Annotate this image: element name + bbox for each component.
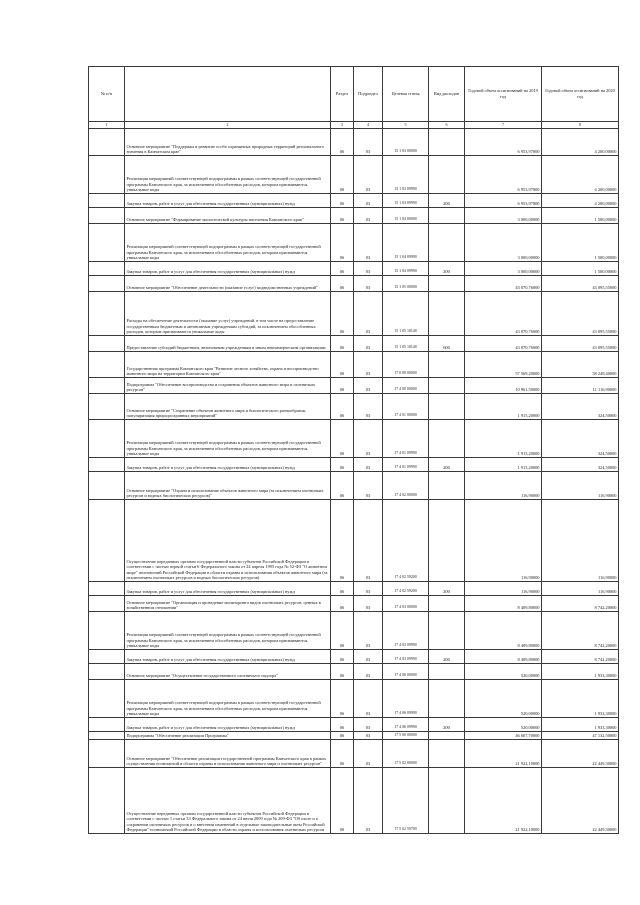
row-kind-cell (429, 768, 465, 834)
row-v1-cell: 21 922,10000 (465, 740, 542, 768)
row-name-cell: Закупка товаров, работ и услуг для обеспечения государственных (муниципальных) нужд (125, 458, 331, 472)
table-row (89, 650, 619, 664)
row-section-cell: 06 (331, 458, 354, 472)
table-row (89, 336, 619, 352)
row-article-cell: 17 4 06 09990 (383, 718, 429, 732)
row-kind-cell (429, 664, 465, 680)
row-num-cell (89, 596, 125, 612)
row-section-cell: 06 (331, 208, 354, 224)
row-article-cell: 15 1 03 09990 (383, 194, 429, 208)
row-subsection-cell: 03 (354, 194, 383, 208)
row-kind-cell (429, 680, 465, 718)
row-section-cell: 06 (331, 680, 354, 718)
row-v2-cell: 324,50000 (542, 394, 619, 420)
row-subsection-cell: 03 (354, 378, 383, 394)
column-number: 7 (465, 122, 542, 129)
row-article-cell: 17 4 01 00000 (383, 394, 429, 420)
row-v1-cell: 3 000,00000 (465, 262, 542, 276)
row-v2-cell: 58 249,40000 (542, 352, 619, 378)
row-num-cell (89, 664, 125, 680)
row-kind-cell (429, 292, 465, 336)
row-v1-cell: 57 569,20000 (465, 352, 542, 378)
row-subsection-cell: 03 (354, 336, 383, 352)
row-v1-cell: 8 409,80000 (465, 650, 542, 664)
row-v1-cell: 43 070,76000 (465, 292, 542, 336)
row-subsection-cell: 03 (354, 420, 383, 458)
table-row (89, 262, 619, 276)
row-article-cell: 17 4 02 00000 (383, 472, 429, 500)
row-subsection-cell: 03 (354, 224, 383, 262)
row-num-cell (89, 208, 125, 224)
row-v2-cell: 8 742,20000 (542, 596, 619, 612)
row-article-cell: 17 4 01 09990 (383, 420, 429, 458)
row-kind-cell: 200 (429, 718, 465, 732)
row-section-cell: 06 (331, 394, 354, 420)
row-name-cell: Расходы на обеспечение деятельности (оказание услуг) учреждений, в том числе на предоставление государственным бюджетным и автономным учреждениям субсидий, за исключением обособленных расходов, которым присваиваются уникальные коды (125, 292, 331, 336)
row-name-cell: Подпрограмма "Обеспечение воспроизводства и сохранения объектов животного мира и охотничьих ресурсов" (125, 378, 331, 394)
row-v1-cell: 520,00000 (465, 718, 542, 732)
row-num-cell (89, 336, 125, 352)
row-num-cell (89, 500, 125, 582)
row-subsection-cell: 03 (354, 472, 383, 500)
row-v2-cell: 22 449,30000 (542, 740, 619, 768)
column-number: 2 (125, 122, 331, 129)
row-v1-cell: 3 000,00000 (465, 208, 542, 224)
table-row (89, 292, 619, 336)
table-row (89, 156, 619, 194)
row-v1-cell: 43 070,76000 (465, 276, 542, 292)
column-number: 6 (429, 122, 465, 129)
row-subsection-cell: 03 (354, 612, 383, 650)
row-kind-cell (429, 500, 465, 582)
table-row (89, 352, 619, 378)
row-v1-cell: 1 915,20000 (465, 394, 542, 420)
row-kind-cell (429, 224, 465, 262)
row-section-cell: 06 (331, 500, 354, 582)
table-row (89, 276, 619, 292)
row-subsection-cell: 03 (354, 732, 383, 740)
row-kind-cell (429, 129, 465, 156)
table-header (89, 67, 619, 129)
column-number: 1 (89, 122, 125, 129)
row-section-cell: 06 (331, 224, 354, 262)
row-v2-cell: 116,90000 (542, 472, 619, 500)
table-row (89, 664, 619, 680)
row-v2-cell: 4 200,00000 (542, 194, 619, 208)
table-row (89, 420, 619, 458)
row-kind-cell: 200 (429, 262, 465, 276)
row-num-cell (89, 718, 125, 732)
row-name-cell: Закупка товаров, работ и услуг для обеспечения государственных (муниципальных) нужд (125, 650, 331, 664)
row-v1-cell: 3 000,00000 (465, 224, 542, 262)
row-v1-cell: 6 953,97800 (465, 129, 542, 156)
row-article-cell: 17 4 06 00000 (383, 664, 429, 680)
row-name-cell: Подпрограмма "Обеспечение реализации Программы" (125, 732, 331, 740)
row-kind-cell (429, 420, 465, 458)
table-row (89, 768, 619, 834)
row-name-cell: Основное мероприятие "Формирование экологической культуры населения Камчатского края" (125, 208, 331, 224)
header-name (125, 67, 331, 122)
row-num-cell (89, 262, 125, 276)
row-subsection-cell: 03 (354, 664, 383, 680)
table-row (89, 740, 619, 768)
row-kind-cell (429, 596, 465, 612)
row-section-cell: 06 (331, 420, 354, 458)
table-row (89, 582, 619, 596)
row-num-cell (89, 612, 125, 650)
row-kind-cell (429, 394, 465, 420)
row-v1-cell: 8 409,80000 (465, 596, 542, 612)
row-v2-cell: 43 095,55000 (542, 276, 619, 292)
row-num-cell (89, 292, 125, 336)
row-v1-cell: 520,00000 (465, 664, 542, 680)
row-section-cell: 06 (331, 472, 354, 500)
row-article-cell: 17 4 01 09990 (383, 458, 429, 472)
row-subsection-cell: 03 (354, 276, 383, 292)
row-name-cell: Основное мероприятие "Обеспечение реализации государственной программы Камчатского края в рамках осуществления полномочий в области охраны и использования животного мира и охотничьих ресурсов" (125, 740, 331, 768)
row-subsection-cell: 03 (354, 352, 383, 378)
table-row (89, 224, 619, 262)
row-v2-cell: 1 933,30000 (542, 664, 619, 680)
row-kind-cell (429, 208, 465, 224)
row-subsection-cell: 03 (354, 262, 383, 276)
row-subsection-cell: 03 (354, 500, 383, 582)
row-article-cell: 17 4 03 09990 (383, 612, 429, 650)
row-kind-cell (429, 472, 465, 500)
row-section-cell: 06 (331, 262, 354, 276)
row-name-cell: Основное мероприятие "Осуществление государственного охотничьего надзора" (125, 664, 331, 680)
table-row (89, 472, 619, 500)
table-row (89, 500, 619, 582)
row-name-cell: Закупка товаров, работ и услуг для обеспечения государственных (муниципальных) нужд (125, 194, 331, 208)
row-section-cell: 06 (331, 194, 354, 208)
row-num-cell (89, 156, 125, 194)
row-v2-cell: 4 200,00000 (542, 156, 619, 194)
table-row (89, 378, 619, 394)
row-num-cell (89, 352, 125, 378)
row-kind-cell (429, 156, 465, 194)
row-subsection-cell: 03 (354, 292, 383, 336)
row-v1-cell: 43 070,76000 (465, 336, 542, 352)
row-section-cell: 06 (331, 378, 354, 394)
row-name-cell: Предоставление субсидий бюджетным, автономным учреждениям и иным некоммерческим организациям (125, 336, 331, 352)
row-kind-cell: 200 (429, 582, 465, 596)
row-article-cell: 15 1 05 10140 (383, 292, 429, 336)
row-v1-cell: 116,90000 (465, 582, 542, 596)
header-v1: Годовой объем ассигнований на 2019 год (465, 67, 542, 122)
row-name-cell: Основное мероприятие "Сохранение объектов животного мира и биологического разнообразия, популяризация природоохранных мероприятий" (125, 394, 331, 420)
row-subsection-cell: 03 (354, 208, 383, 224)
row-name-cell: Закупка товаров, работ и услуг для обеспечения государственных (муниципальных) нужд (125, 582, 331, 596)
row-name-cell: Основное мероприятие "Охрана и использование объектов животного мира (за исключением охотничьих ресурсов и водных биологических ресурсов)" (125, 472, 331, 500)
row-article-cell: 17 4 03 09990 (383, 650, 429, 664)
row-num-cell (89, 472, 125, 500)
row-section-cell: 06 (331, 582, 354, 596)
row-kind-cell (429, 612, 465, 650)
row-section-cell: 06 (331, 292, 354, 336)
column-number: 4 (354, 122, 383, 129)
row-article-cell: 15 1 03 09990 (383, 156, 429, 194)
header-v2: Годовой объем ассигнований на 2020 год (542, 67, 619, 122)
row-section-cell: 06 (331, 596, 354, 612)
row-section-cell: 06 (331, 718, 354, 732)
row-article-cell: 17 5 02 59700 (383, 768, 429, 834)
row-name-cell: Реализация мероприятий соответствующей подпрограммы в рамках соответствующей государственной программы Камчатского края, за исключением обособленных расходов, которым присваиваются уникальные коды (125, 224, 331, 262)
row-section-cell: 06 (331, 768, 354, 834)
row-article-cell: 15 1 04 09990 (383, 262, 429, 276)
table-row (89, 732, 619, 740)
row-subsection-cell: 03 (354, 596, 383, 612)
row-article-cell: 17 5 00 00000 (383, 732, 429, 740)
row-num-cell (89, 768, 125, 834)
row-num-cell (89, 420, 125, 458)
row-section-cell: 06 (331, 612, 354, 650)
row-subsection-cell: 03 (354, 129, 383, 156)
header-article: Целевая статья (383, 67, 429, 122)
row-v2-cell: 1 500,00000 (542, 224, 619, 262)
row-name-cell: Основное мероприятие "Организация и проведение мониторинга видов охотничьих ресурсов, ценных в хозяйственном отношении" (125, 596, 331, 612)
row-name-cell: Основное мероприятие "Обеспечение деятельности (оказание услуг) подведомственных учреждений" (125, 276, 331, 292)
row-subsection-cell: 03 (354, 156, 383, 194)
row-article-cell: 15 1 04 00000 (383, 208, 429, 224)
row-section-cell: 06 (331, 156, 354, 194)
row-section-cell: 06 (331, 129, 354, 156)
row-name-cell: Реализация мероприятий соответствующей подпрограммы в рамках соответствующей государственной программы Камчатского края, за исключением обособленных расходов, которым присваиваются уникальные коды (125, 612, 331, 650)
table-row (89, 208, 619, 224)
row-v2-cell: 116,90000 (542, 500, 619, 582)
row-name-cell: Реализация мероприятий соответствующей подпрограммы в рамках соответствующей государственной программы Камчатского края, за исключением обособленных расходов, которым присваиваются уникальные коды (125, 680, 331, 718)
row-v2-cell: 4 200,00000 (542, 129, 619, 156)
table-row (89, 612, 619, 650)
row-v1-cell: 116,90000 (465, 500, 542, 582)
row-v1-cell: 1 915,20000 (465, 458, 542, 472)
header-subsection: Подраздел (354, 67, 383, 122)
row-num-cell (89, 378, 125, 394)
row-kind-cell (429, 732, 465, 740)
row-section-cell: 06 (331, 650, 354, 664)
row-section-cell: 06 (331, 352, 354, 378)
row-num-cell (89, 276, 125, 292)
row-v2-cell: 324,50000 (542, 420, 619, 458)
budget-table (88, 66, 619, 834)
row-num-cell (89, 650, 125, 664)
row-name-cell: Осуществление переданных органам государственной власти субъектов Российской Федерации в соответствии с частью 1 статьи 33 Федерального закона от 24 июля 2009 года № 209-ФЗ "Об охоте и о сохранении охотничьих ресурсов и о внесении изменений в отдельные законодательные акты Российской Федерации" полномочий Российской Федерации в области охраны и использования охотничьих ресурсов (125, 768, 331, 834)
row-kind-cell (429, 740, 465, 768)
row-article-cell: 17 0 00 00000 (383, 352, 429, 378)
row-name-cell: Основное мероприятие "Поддержка и развитие особо охраняемых природных территорий регионального значения в Камчатском крае" (125, 129, 331, 156)
budget-table-sheet (88, 66, 618, 834)
row-article-cell: 15 1 03 00000 (383, 129, 429, 156)
row-subsection-cell: 03 (354, 740, 383, 768)
header-num: № п/п (89, 67, 125, 122)
row-v2-cell: 116,90000 (542, 582, 619, 596)
row-v2-cell: 11 116,90000 (542, 378, 619, 394)
row-article-cell: 17 4 02 59200 (383, 582, 429, 596)
row-num-cell (89, 680, 125, 718)
row-section-cell: 06 (331, 276, 354, 292)
row-subsection-cell: 03 (354, 680, 383, 718)
row-subsection-cell: 03 (354, 582, 383, 596)
row-name-cell: Закупка товаров, работ и услуг для обеспечения государственных (муниципальных) нужд (125, 718, 331, 732)
row-section-cell: 06 (331, 732, 354, 740)
table-row (89, 680, 619, 718)
column-number: 3 (331, 122, 354, 129)
row-kind-cell: 600 (429, 336, 465, 352)
row-num-cell (89, 732, 125, 740)
table-row (89, 596, 619, 612)
row-name-cell: Осуществление переданных органам государственной власти субъектов Российской Федерации в соответствии с частью первой статьи 6 Федерального закона от 24 апреля 1995 года № 52-ФЗ "О животном мире" полномочий Российской Федерации в области охраны и использования объектов животного мира (за исключением охотничьих ресурсов и водных биологических ресурсов) (125, 500, 331, 582)
row-article-cell: 15 1 05 00000 (383, 276, 429, 292)
row-num-cell (89, 394, 125, 420)
row-article-cell: 17 4 03 00000 (383, 596, 429, 612)
row-v2-cell: 1 500,00000 (542, 208, 619, 224)
row-article-cell: 17 4 06 09990 (383, 680, 429, 718)
row-article-cell: 17 4 02 59200 (383, 500, 429, 582)
column-numbers-row (89, 122, 619, 129)
row-v1-cell: 520,00000 (465, 680, 542, 718)
row-name-cell: Государственная программа Камчатского края "Развитие лесного хозяйства, охрана и воспроизводство животного мира на территории Камчатского края" (125, 352, 331, 378)
row-article-cell: 15 1 04 09990 (383, 224, 429, 262)
row-kind-cell (429, 276, 465, 292)
row-name-cell: Реализация мероприятий соответствующей подпрограммы в рамках соответствующей государственной программы Камчатского края, за исключением обособленных расходов, которым присваиваются уникальные коды (125, 420, 331, 458)
table-body (89, 129, 619, 834)
row-article-cell: 17 4 00 00000 (383, 378, 429, 394)
header-section: Раздел (331, 67, 354, 122)
row-v2-cell: 43 095,55000 (542, 336, 619, 352)
row-name-cell: Реализация мероприятий соответствующей подпрограммы в рамках соответствующей государственной программы Камчатского края, за исключением обособленных расходов, которым присваиваются уникальные коды (125, 156, 331, 194)
row-v1-cell: 1 915,20000 (465, 420, 542, 458)
row-section-cell: 06 (331, 664, 354, 680)
row-name-cell: Закупка товаров, работ и услуг для обеспечения государственных (муниципальных) нужд (125, 262, 331, 276)
row-article-cell: 15 1 05 10140 (383, 336, 429, 352)
row-subsection-cell: 03 (354, 458, 383, 472)
row-v2-cell: 8 742,20000 (542, 612, 619, 650)
row-v1-cell: 6 953,97800 (465, 156, 542, 194)
column-number: 5 (383, 122, 429, 129)
row-num-cell (89, 458, 125, 472)
row-kind-cell: 200 (429, 458, 465, 472)
row-v2-cell: 1 933,30000 (542, 718, 619, 732)
row-subsection-cell: 03 (354, 650, 383, 664)
row-kind-cell (429, 352, 465, 378)
table-row (89, 458, 619, 472)
header-kind: Вид расходов (429, 67, 465, 122)
row-kind-cell (429, 378, 465, 394)
row-v2-cell: 43 095,55000 (542, 292, 619, 336)
row-kind-cell: 200 (429, 650, 465, 664)
row-section-cell: 06 (331, 740, 354, 768)
row-num-cell (89, 740, 125, 768)
row-v2-cell: 1 933,30000 (542, 680, 619, 718)
row-v2-cell: 22 449,30000 (542, 768, 619, 834)
table-row (89, 129, 619, 156)
row-num-cell (89, 224, 125, 262)
row-subsection-cell: 03 (354, 718, 383, 732)
row-article-cell: 17 5 02 00000 (383, 740, 429, 768)
table-row (89, 194, 619, 208)
table-row (89, 394, 619, 420)
row-num-cell (89, 194, 125, 208)
row-num-cell (89, 582, 125, 596)
row-v2-cell: 47 132,50000 (542, 732, 619, 740)
row-num-cell (89, 129, 125, 156)
row-v1-cell: 116,90000 (465, 472, 542, 500)
row-kind-cell: 200 (429, 194, 465, 208)
row-v2-cell: 8 742,20000 (542, 650, 619, 664)
row-v1-cell: 8 409,80000 (465, 612, 542, 650)
row-subsection-cell: 03 (354, 768, 383, 834)
column-number: 8 (542, 122, 619, 129)
row-v2-cell: 324,50000 (542, 458, 619, 472)
row-v1-cell: 6 953,97800 (465, 194, 542, 208)
row-v1-cell: 21 922,10000 (465, 768, 542, 834)
row-section-cell: 06 (331, 336, 354, 352)
row-subsection-cell: 03 (354, 394, 383, 420)
table-row (89, 718, 619, 732)
row-v1-cell: 46 607,70000 (465, 732, 542, 740)
row-v1-cell: 10 961,50000 (465, 378, 542, 394)
row-v2-cell: 1 500,00000 (542, 262, 619, 276)
